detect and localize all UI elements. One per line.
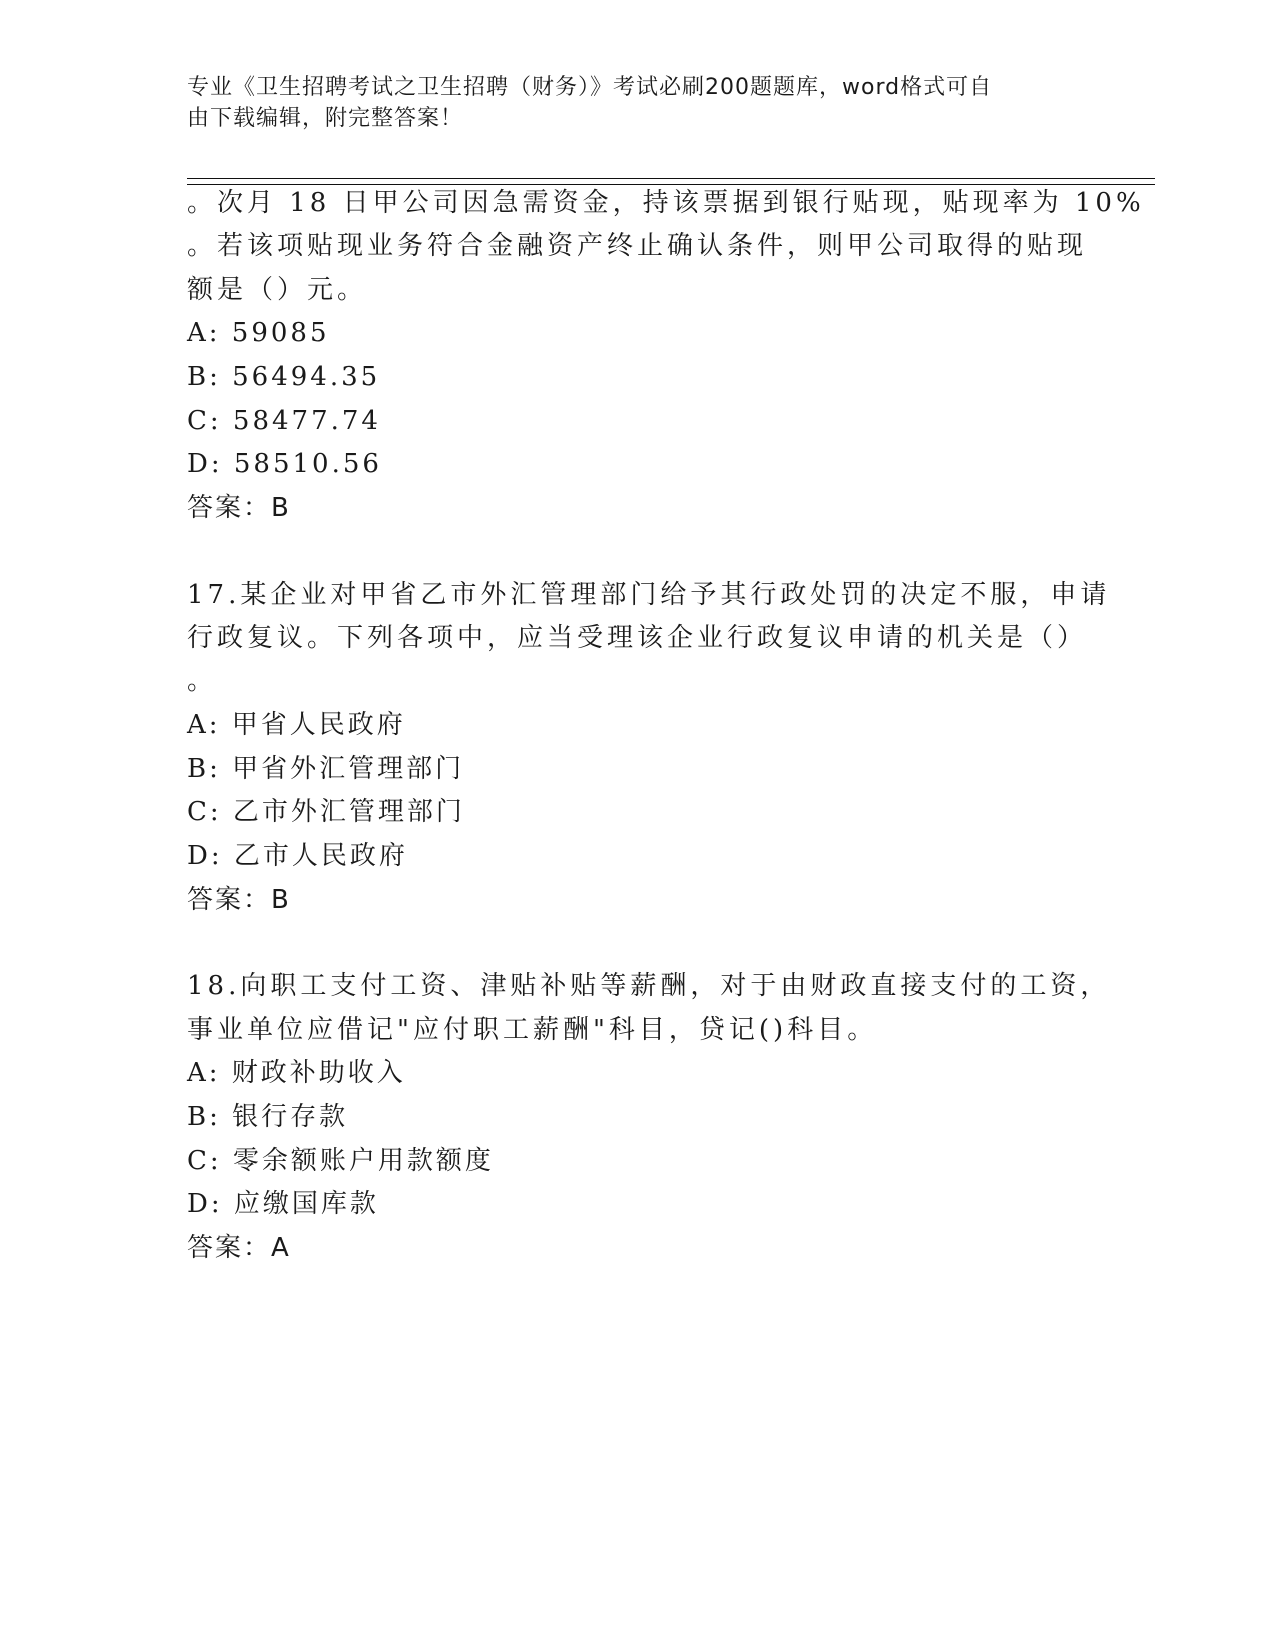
q16-option-b: B: 56494.35 <box>187 362 381 392</box>
document-header <box>187 72 1067 134</box>
q18-option-d: D: 应缴国库款 <box>187 1189 379 1219</box>
header-divider-bottom <box>187 184 1155 185</box>
header-divider-top <box>187 178 1155 179</box>
q16-stem-line-3: 额是（）元。 <box>187 275 368 305</box>
q17-option-c: C: 乙市外汇管理部门 <box>187 797 465 827</box>
q17-stem-line-2: 行政复议。下列各项中，应当受理该企业行政复议申请的机关是（） <box>187 623 1088 653</box>
q18-stem-line-1: 18.向职工支付工资、津贴补贴等薪酬，对于由财政直接支付的工资， <box>187 971 1111 1001</box>
q16-stem-line-1: 。次月 18 日甲公司因急需资金，持该票据到银行贴现，贴现率为 10% <box>187 188 1145 218</box>
q18-option-c: C: 零余额账户用款额度 <box>187 1146 494 1176</box>
q16-stem-line-2: 。若该项贴现业务符合金融资产终止确认条件，则甲公司取得的贴现 <box>187 231 1088 261</box>
q16-option-d: D: 58510.56 <box>187 449 382 479</box>
q18-stem-line-2: 事业单位应借记"应付职工薪酬"科目，贷记()科目。 <box>187 1015 878 1045</box>
q18-option-b: B: 银行存款 <box>187 1102 349 1132</box>
q18-answer: 答案：A <box>187 1233 291 1263</box>
header-title-line-2: 由下载编辑，附完整答案！ <box>187 106 464 131</box>
q16-option-a: A: 59085 <box>187 318 330 348</box>
q16-option-c: C: 58477.74 <box>187 406 381 436</box>
q16-answer: 答案：B <box>187 493 291 523</box>
q17-stem-line-3: 。 <box>187 666 218 696</box>
q17-option-d: D: 乙市人民政府 <box>187 841 408 871</box>
q17-option-a: A: 甲省人民政府 <box>187 710 406 740</box>
header-title-line-1: 专业《卫生招聘考试之卫生招聘（财务）》考试必刷200题题库，word格式可自 <box>187 75 993 100</box>
q17-stem-line-1: 17.某企业对甲省乙市外汇管理部门给予其行政处罚的决定不服，申请 <box>187 580 1111 610</box>
q18-option-a: A: 财政补助收入 <box>187 1058 406 1088</box>
q17-answer: 答案：B <box>187 885 291 915</box>
q17-option-b: B: 甲省外汇管理部门 <box>187 754 465 784</box>
